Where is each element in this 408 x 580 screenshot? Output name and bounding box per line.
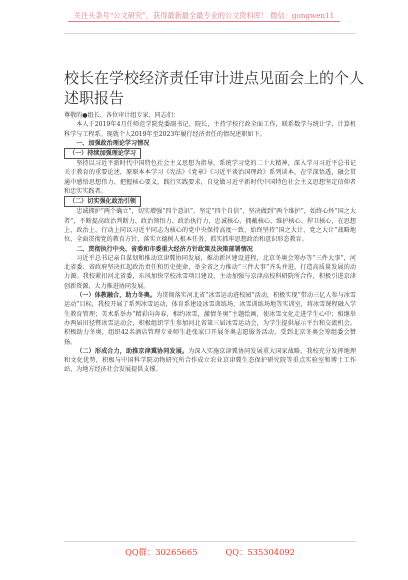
footer: [64, 546, 356, 558]
top-banner: [0, 0, 408, 32]
section-heading-1: 一、加强政治理论学习情况: [76, 139, 150, 147]
paragraph-4-lead: （一）体教融合，助力冬奥。: [76, 292, 157, 300]
paragraph-4: [64, 291, 356, 347]
intro-paragraph: 本人于2019年4月任师范学院党委副书记、院长，主持学校行政全面工作，联系数学与统计学、计算机科学与工程系。现就个人2019年至2023年履行经济责任的情况述职如下。: [64, 121, 356, 138]
section-heading-2: 二、贯彻执行中央、省委和市委重大经济方针政策及决策部署情况: [76, 245, 253, 253]
paragraph-5-lead: （二）形成合力，助推京津冀协同发展。: [76, 347, 189, 355]
paragraph-2: 忠诚拥护“两个确立”，切实增强“四个意识”，坚定“四个自信”，坚决做到“两个维护”，始终心怀“国之大者”，不断提高政治判断力、政治领悟力、政治执行力，忠诚核心、拥戴核心、维护核心、捍卫核心，在思想上、政治上、行动上同以习近平同志为核心的党中央保持高度一致，始终坚持“国之大计、党之大计”战略地位，全面贯彻党的教育方针，落实立德树人根本任务，抓实抓牢思想政治和意识形态教育。: [64, 208, 356, 244]
greeting: 尊敬的●组长、各位审计组专家、同志们：: [64, 112, 180, 119]
paragraph-1: 坚持以习近平新时代中国特色社会主义思想为指导，系统学习党的二十大精神，深入学习习近平总书记关于教育的重要论述，原原本本学习《宪法》《党章》《习近平谈治国理政》系列读本，在学深悟透、融会贯通中感悟思想伟力、把握核心要义、践行实践要求，自觉做习近平新时代中国特色社会主义思想坚定信仰者和忠实实践者。: [64, 160, 356, 196]
subheading-2: （二）切实强化政治引领: [64, 196, 141, 207]
paragraph-3: 习近平总书记亲自谋划和推动京津冀协同发展，推动新区建设进程，北京冬奥会筹办等“三件大事”，河北省委、省政府坚决扛起政治责任和历史使命，举全省之力推动“三件大事”齐头并进，打造高质量发展的动力源。我校紧扣河北省委，东风加快学校冰雪项目建设，主动加强与京津高校科研院所合作，积极引进京津创新资源，大力推进协同发展。: [64, 254, 356, 290]
document-body: [64, 111, 356, 375]
header-divider: [64, 33, 356, 34]
paragraph-5: [64, 347, 356, 375]
footer-divider: [64, 541, 356, 542]
banner-link[interactable]: 关注头条号“公文研究”，获得最新最全最专业的公文资料库！ 微信：gongwen11: [68, 11, 340, 22]
paragraph-5-text: 为深入实施京津冀协同发展重大国家战略，我校充分发挥地理和文化优势，积极与中国科学院动物研究所合作成立农业京津冀生态保护研究院等重点实验室和博士工作站，为地方经济社会发展提供支撑。: [64, 347, 357, 374]
paragraph-4-text: 为贯彻落实河北省“冰雪运动进校园”活动，积极实现“带动三亿人参与冰雪运动”目标，我校开展了系列冰雪运动，体育系建设冰雪训练场、冰雪训练场地等实训室，将冰雪课程融入学生教育管理；美术系举办“精彩向奔春，相约冰雪，激情冬奥”主题绘画，使冰雪文化走进学生心中；相继举办两届田径暨冰雪运动会，积极组织学生参加河北省第三届冰雪运动会，为学生提供展示平台和交流机会。积极助力冬奥，组织42名酒店管理专业师生赴张家口开展冬奥志愿服务活动，受到北京冬奥会筹组委会赞扬。: [64, 292, 357, 346]
footer-qq: QQ：535304092: [225, 547, 295, 557]
subheading-1: （一）持续加强理论学习: [64, 148, 141, 159]
footer-qq-group: QQ群：30265665: [125, 547, 198, 557]
document-title: 校长在学校经济责任审计进点见面会上的个人述职报告: [64, 69, 365, 107]
